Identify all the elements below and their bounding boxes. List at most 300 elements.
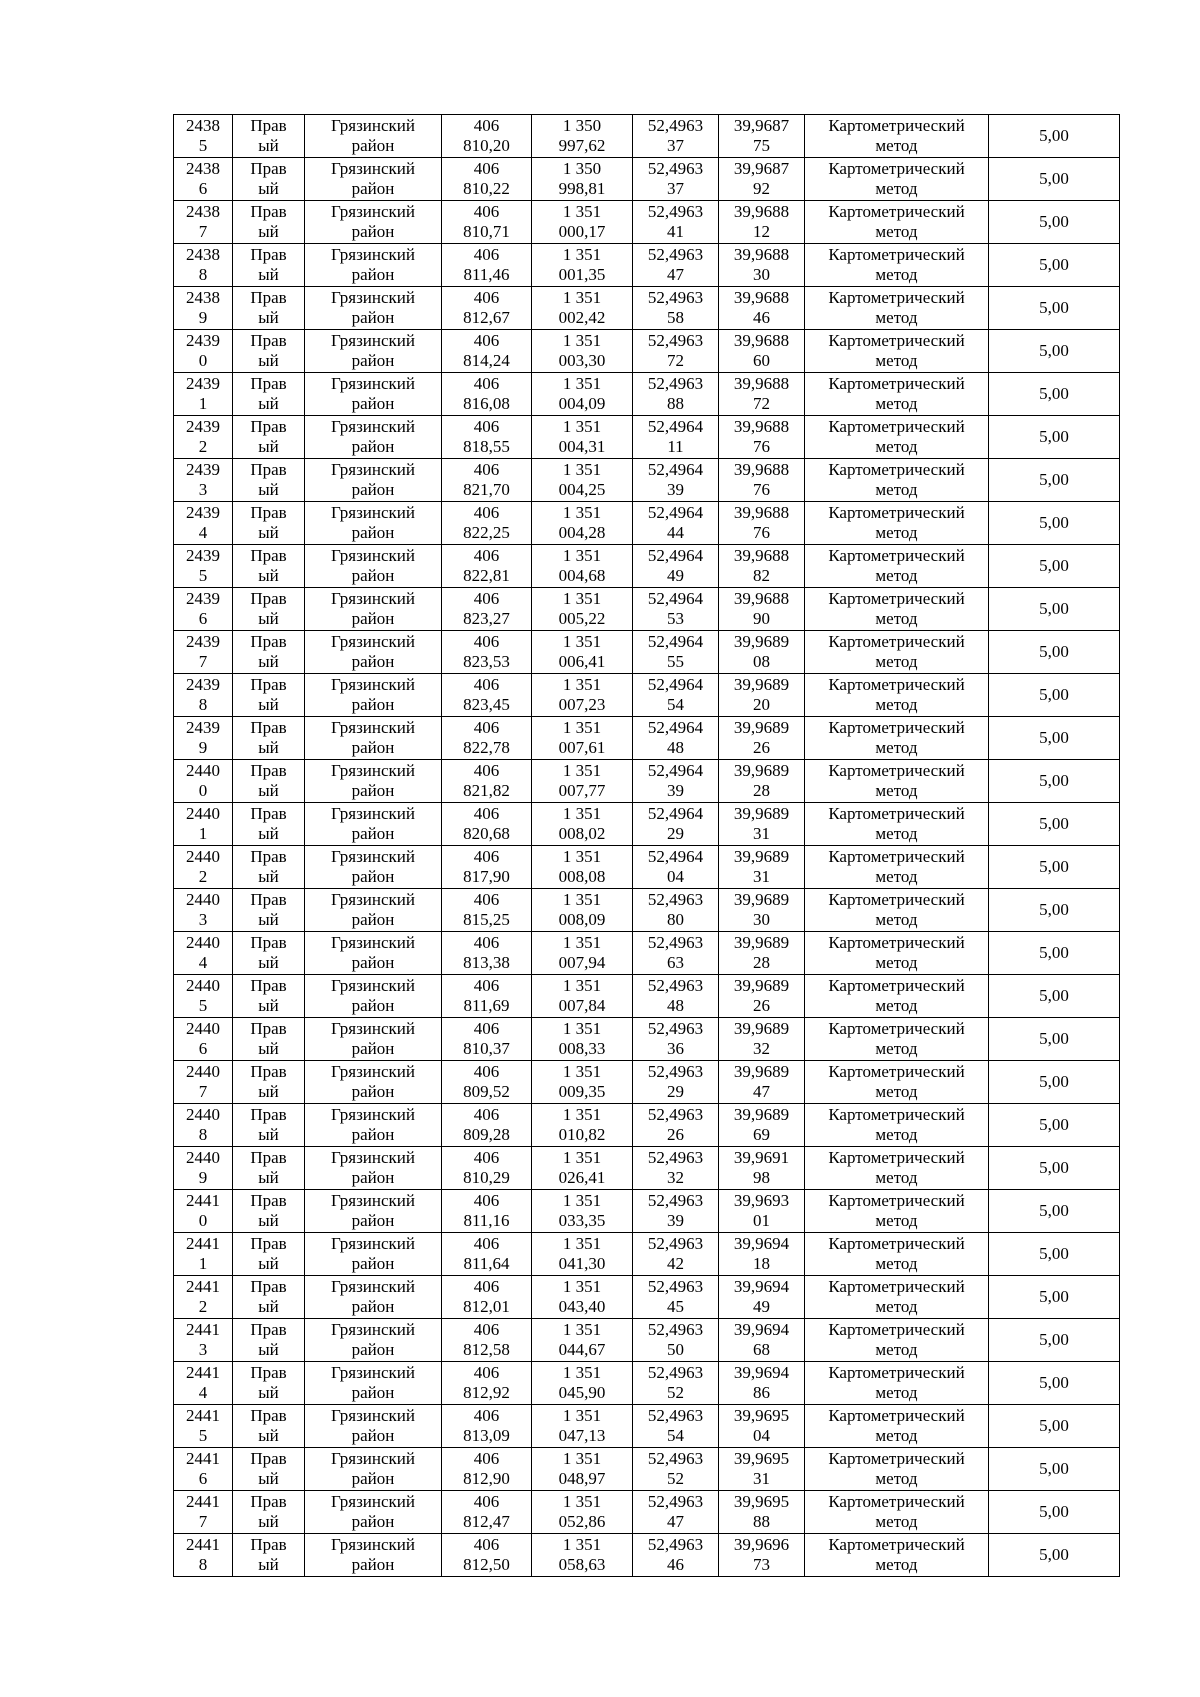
point-number-cell-line: 2440 [186,847,220,866]
accuracy-cell: 5,00 [989,1448,1120,1491]
bank-side-cell [233,1061,305,1104]
point-number-cell-line: 2439 [186,417,220,436]
coord-y-cell-line: 044,67 [558,1340,606,1359]
coord-y-cell [532,1104,633,1147]
district-cell-line: район [351,308,395,327]
method-cell-line: Картометрический [828,1234,965,1253]
bank-side-cell-line: Прав [250,460,287,479]
district-cell-line: Грязинский [331,1019,415,1038]
district-cell-line: район [351,996,395,1015]
bank-side-cell-line: ый [258,1254,279,1273]
longitude-cell-line: 30 [753,910,770,929]
coord-y-cell-line: 009,35 [558,1082,606,1101]
longitude-cell-line: 39,9693 [733,1191,790,1210]
coord-y-cell [532,889,633,932]
method-cell-line: метод [875,867,918,886]
latitude-cell-line: 52,4963 [647,1406,704,1425]
latitude-cell-line: 39 [667,781,684,800]
bank-side-cell [233,1319,305,1362]
point-number-cell-line: 2 [198,1297,208,1316]
district-cell-line: Грязинский [331,503,415,522]
bank-side-cell [233,588,305,631]
longitude-cell [719,115,805,158]
district-cell [305,1104,442,1147]
latitude-cell-line: 52,4963 [647,1492,704,1511]
method-cell-line: метод [875,179,918,198]
latitude-cell-line: 52,4963 [647,1320,704,1339]
accuracy-cell: 5,00 [989,1362,1120,1405]
table-row [174,373,1120,416]
method-cell [805,545,989,588]
longitude-cell-line: 88 [753,1512,770,1531]
method-cell-line: Картометрический [828,1320,965,1339]
coord-y-cell-line: 1 351 [562,546,602,565]
coord-x-cell [442,1233,532,1276]
district-cell-line: район [351,1555,395,1574]
district-cell-line: район [351,566,395,585]
coord-x-cell-line: 406 [473,159,500,178]
district-cell-line: район [351,351,395,370]
bank-side-cell-line: Прав [250,1105,287,1124]
latitude-cell [633,459,719,502]
table-row [174,1491,1120,1534]
coord-y-cell-line: 1 351 [562,1234,602,1253]
coord-y-cell-line: 006,41 [558,652,606,671]
point-number-cell [174,201,233,244]
coord-x-cell-line: 815,25 [463,910,510,929]
accuracy-cell: 5,00 [989,416,1120,459]
bank-side-cell [233,1147,305,1190]
coord-y-cell-line: 1 351 [562,1105,602,1124]
table-row [174,545,1120,588]
coord-y-cell-line: 004,68 [558,566,606,585]
coord-x-cell-line: 406 [473,933,500,952]
coord-x-cell-line: 822,81 [463,566,510,585]
coord-x-cell-line: 810,20 [463,136,510,155]
coord-y-cell-line: 1 351 [562,1277,602,1296]
coord-y-cell-line: 047,13 [558,1426,606,1445]
district-cell-line: Грязинский [331,116,415,135]
longitude-cell-line: 39,9691 [733,1148,790,1167]
bank-side-cell [233,201,305,244]
coord-x-cell-line: 810,71 [463,222,510,241]
method-cell-line: метод [875,480,918,499]
district-cell-line: Грязинский [331,976,415,995]
district-cell [305,889,442,932]
district-cell [305,1534,442,1577]
coord-x-cell [442,588,532,631]
latitude-cell-line: 52,4963 [647,288,704,307]
longitude-cell [719,1534,805,1577]
method-cell [805,588,989,631]
coord-x-cell-line: 810,29 [463,1168,510,1187]
coord-y-cell [532,1147,633,1190]
district-cell [305,932,442,975]
accuracy-cell: 5,00 [989,1190,1120,1233]
method-cell-line: Картометрический [828,632,965,651]
table-row [174,803,1120,846]
method-cell-line: Картометрический [828,761,965,780]
bank-side-cell-line: Прав [250,374,287,393]
method-cell [805,1147,989,1190]
method-cell [805,1061,989,1104]
coord-x-cell [442,1104,532,1147]
latitude-cell [633,502,719,545]
method-cell-line: Картометрический [828,1406,965,1425]
district-cell-line: район [351,1125,395,1144]
longitude-cell-line: 39,9689 [733,804,790,823]
latitude-cell [633,330,719,373]
longitude-cell [719,1147,805,1190]
longitude-cell [719,416,805,459]
point-number-cell-line: 3 [198,480,208,499]
bank-side-cell-line: Прав [250,159,287,178]
coord-x-cell-line: 406 [473,1406,500,1425]
bank-side-cell-line: ый [258,1039,279,1058]
coord-y-cell [532,545,633,588]
coord-y-cell-line: 1 351 [562,1406,602,1425]
coord-x-cell-line: 406 [473,675,500,694]
latitude-cell-line: 52,4964 [647,503,704,522]
bank-side-cell-line: ый [258,738,279,757]
longitude-cell-line: 39,9689 [733,976,790,995]
district-cell [305,588,442,631]
coord-x-cell-line: 813,09 [463,1426,510,1445]
bank-side-cell-line: Прав [250,245,287,264]
bank-side-cell-line: Прав [250,331,287,350]
latitude-cell-line: 52,4964 [647,546,704,565]
method-cell-line: метод [875,695,918,714]
coord-y-cell [532,1491,633,1534]
accuracy-cell: 5,00 [989,1534,1120,1577]
coord-x-cell-line: 810,22 [463,179,510,198]
longitude-cell-line: 31 [753,824,770,843]
latitude-cell [633,1276,719,1319]
method-cell [805,201,989,244]
bank-side-cell-line: Прав [250,1148,287,1167]
bank-side-cell [233,1018,305,1061]
bank-side-cell-line: Прав [250,1535,287,1554]
coord-x-cell-line: 406 [473,202,500,221]
coord-x-cell-line: 406 [473,589,500,608]
coord-x-cell-line: 811,16 [463,1211,510,1230]
coord-y-cell [532,1276,633,1319]
longitude-cell [719,545,805,588]
latitude-cell [633,674,719,717]
method-cell-line: метод [875,910,918,929]
bank-side-cell [233,889,305,932]
point-number-cell [174,330,233,373]
district-cell-line: район [351,179,395,198]
latitude-cell [633,1405,719,1448]
point-number-cell [174,502,233,545]
point-number-cell [174,158,233,201]
point-number-cell-line: 2440 [186,890,220,909]
latitude-cell [633,1491,719,1534]
district-cell [305,287,442,330]
point-number-cell-line: 8 [198,1555,208,1574]
district-cell [305,1018,442,1061]
district-cell-line: Грязинский [331,675,415,694]
latitude-cell-line: 53 [667,609,684,628]
coord-y-cell [532,330,633,373]
district-cell-line: Грязинский [331,933,415,952]
latitude-cell [633,803,719,846]
accuracy-cell: 5,00 [989,1319,1120,1362]
accuracy-cell: 5,00 [989,502,1120,545]
point-number-cell-line: 6 [198,1039,208,1058]
district-cell [305,975,442,1018]
bank-side-cell-line: ый [258,1211,279,1230]
longitude-cell-line: 86 [753,1383,770,1402]
accuracy-cell: 5,00 [989,631,1120,674]
bank-side-cell-line: Прав [250,589,287,608]
coord-x-cell [442,1319,532,1362]
table-row [174,1319,1120,1362]
bank-side-cell [233,459,305,502]
coord-y-cell [532,1319,633,1362]
latitude-cell-line: 44 [667,523,684,542]
longitude-cell [719,459,805,502]
bank-side-cell [233,115,305,158]
latitude-cell-line: 52,4963 [647,116,704,135]
method-cell [805,1491,989,1534]
coord-x-cell-line: 809,52 [463,1082,510,1101]
coord-x-cell-line: 406 [473,1148,500,1167]
coord-y-cell [532,201,633,244]
coord-y-cell-line: 004,28 [558,523,606,542]
method-cell [805,803,989,846]
district-cell [305,244,442,287]
accuracy-cell: 5,00 [989,1233,1120,1276]
coord-y-cell-line: 1 351 [562,1535,602,1554]
longitude-cell-line: 73 [753,1555,770,1574]
point-number-cell [174,1147,233,1190]
point-number-cell-line: 2439 [186,503,220,522]
coord-x-cell-line: 406 [473,976,500,995]
method-cell-line: Картометрический [828,1535,965,1554]
coord-y-cell-line: 004,09 [558,394,606,413]
point-number-cell [174,244,233,287]
longitude-cell-line: 31 [753,1469,770,1488]
coord-x-cell-line: 816,08 [463,394,510,413]
longitude-cell [719,244,805,287]
bank-side-cell-line: Прав [250,202,287,221]
latitude-cell-line: 48 [667,996,684,1015]
latitude-cell-line: 04 [667,867,684,886]
coord-x-cell [442,975,532,1018]
accuracy-cell: 5,00 [989,674,1120,717]
table-row [174,1362,1120,1405]
latitude-cell [633,1061,719,1104]
accuracy-cell: 5,00 [989,803,1120,846]
latitude-cell [633,932,719,975]
coord-x-cell-line: 812,01 [463,1297,510,1316]
point-number-cell-line: 2439 [186,331,220,350]
district-cell [305,803,442,846]
coord-y-cell-line: 033,35 [558,1211,606,1230]
method-cell [805,631,989,674]
district-cell-line: Грязинский [331,1320,415,1339]
coord-x-cell-line: 809,28 [463,1125,510,1144]
latitude-cell [633,1104,719,1147]
method-cell-line: Картометрический [828,331,965,350]
accuracy-cell: 5,00 [989,889,1120,932]
longitude-cell-line: 60 [753,351,770,370]
district-cell-line: район [351,781,395,800]
table-row [174,1405,1120,1448]
point-number-cell [174,545,233,588]
district-cell [305,459,442,502]
bank-side-cell [233,631,305,674]
district-cell-line: Грязинский [331,890,415,909]
coord-y-cell-line: 1 351 [562,761,602,780]
bank-side-cell-line: ый [258,222,279,241]
method-cell [805,1534,989,1577]
coord-y-cell [532,674,633,717]
bank-side-cell-line: ый [258,351,279,370]
district-cell-line: Грязинский [331,1492,415,1511]
point-number-cell-line: 6 [198,609,208,628]
method-cell-line: метод [875,996,918,1015]
bank-side-cell-line: ый [258,1297,279,1316]
district-cell-line: район [351,265,395,284]
district-cell-line: Грязинский [331,374,415,393]
table-row [174,588,1120,631]
district-cell-line: Грязинский [331,202,415,221]
longitude-cell-line: 98 [753,1168,770,1187]
accuracy-cell: 5,00 [989,244,1120,287]
latitude-cell [633,545,719,588]
method-cell-line: Картометрический [828,1449,965,1468]
point-number-cell-line: 2438 [186,116,220,135]
point-number-cell [174,631,233,674]
longitude-cell-line: 46 [753,308,770,327]
bank-side-cell-line: Прав [250,1062,287,1081]
district-cell-line: Грязинский [331,288,415,307]
coord-x-cell-line: 821,70 [463,480,510,499]
latitude-cell [633,889,719,932]
district-cell-line: район [351,609,395,628]
coord-x-cell-line: 406 [473,503,500,522]
method-cell-line: Картометрический [828,976,965,995]
method-cell [805,1233,989,1276]
point-number-cell-line: 2440 [186,761,220,780]
coord-x-cell [442,1534,532,1577]
coord-x-cell-line: 818,55 [463,437,510,456]
table-row [174,889,1120,932]
district-cell [305,1405,442,1448]
point-number-cell-line: 3 [198,1340,208,1359]
coord-x-cell-line: 406 [473,1535,500,1554]
latitude-cell-line: 32 [667,1168,684,1187]
longitude-cell-line: 32 [753,1039,770,1058]
longitude-cell [719,803,805,846]
point-number-cell-line: 2441 [186,1363,220,1382]
bank-side-cell-line: Прав [250,804,287,823]
table-row [174,1534,1120,1577]
coord-y-cell-line: 003,30 [558,351,606,370]
latitude-cell [633,1190,719,1233]
point-number-cell-line: 5 [198,566,208,585]
coord-x-cell-line: 812,67 [463,308,510,327]
longitude-cell [719,330,805,373]
latitude-cell-line: 52,4963 [647,374,704,393]
method-cell-line: метод [875,1039,918,1058]
longitude-cell [719,201,805,244]
bank-side-cell-line: ый [258,136,279,155]
district-cell [305,1190,442,1233]
point-number-cell-line: 2440 [186,804,220,823]
bank-side-cell-line: Прав [250,503,287,522]
bank-side-cell [233,975,305,1018]
coord-y-cell-line: 007,61 [558,738,606,757]
bank-side-cell-line: ый [258,179,279,198]
accuracy-cell: 5,00 [989,201,1120,244]
bank-side-cell-line: Прав [250,1363,287,1382]
coord-x-cell [442,287,532,330]
coord-x-cell [442,889,532,932]
bank-side-cell [233,1190,305,1233]
coord-y-cell-line: 1 351 [562,632,602,651]
latitude-cell-line: 52,4964 [647,417,704,436]
coord-x-cell-line: 811,64 [463,1254,510,1273]
coord-y-cell-line: 007,23 [558,695,606,714]
latitude-cell-line: 52,4963 [647,1191,704,1210]
point-number-cell [174,373,233,416]
point-number-cell-line: 2441 [186,1277,220,1296]
latitude-cell-line: 29 [667,824,684,843]
bank-side-cell-line: ый [258,523,279,542]
method-cell-line: Картометрический [828,202,965,221]
point-number-cell [174,674,233,717]
point-number-cell-line: 2441 [186,1191,220,1210]
accuracy-cell: 5,00 [989,459,1120,502]
district-cell-line: район [351,652,395,671]
method-cell-line: Картометрический [828,374,965,393]
longitude-cell-line: 39,9689 [733,1105,790,1124]
latitude-cell [633,1147,719,1190]
latitude-cell-line: 41 [667,222,684,241]
method-cell [805,330,989,373]
coord-y-cell-line: 1 351 [562,1062,602,1081]
accuracy-cell: 5,00 [989,588,1120,631]
coord-x-cell [442,631,532,674]
coord-y-cell-line: 000,17 [558,222,606,241]
latitude-cell [633,975,719,1018]
coord-y-cell-line: 1 350 [562,116,602,135]
latitude-cell-line: 42 [667,1254,684,1273]
latitude-cell-line: 52,4964 [647,632,704,651]
coord-x-cell [442,1362,532,1405]
latitude-cell-line: 52,4964 [647,804,704,823]
point-number-cell [174,1405,233,1448]
coord-y-cell [532,1405,633,1448]
longitude-cell-line: 76 [753,523,770,542]
bank-side-cell-line: Прав [250,1019,287,1038]
coord-x-cell-line: 406 [473,1062,500,1081]
coord-x-cell-line: 812,58 [463,1340,510,1359]
point-number-cell-line: 7 [198,1512,208,1531]
longitude-cell-line: 39,9695 [733,1449,790,1468]
method-cell-line: метод [875,609,918,628]
method-cell-line: Картометрический [828,116,965,135]
coord-x-cell-line: 406 [473,1234,500,1253]
longitude-cell-line: 39,9689 [733,1019,790,1038]
coord-x-cell-line: 406 [473,1492,500,1511]
table-row [174,760,1120,803]
coord-y-cell-line: 002,42 [558,308,606,327]
